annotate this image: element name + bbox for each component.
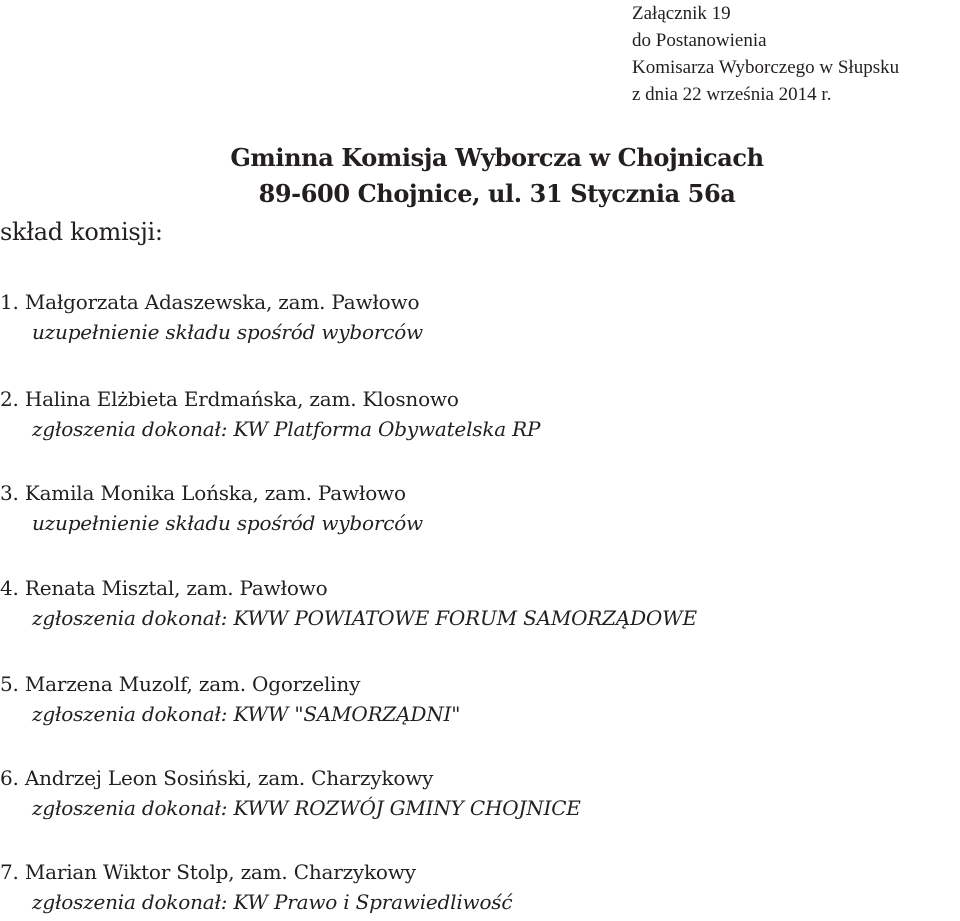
member-entry: 6. Andrzej Leon Sosiński, zam. Charzykowy xyxy=(0,766,434,790)
member-nomination: zgłoszenia dokonał: KW Platforma Obywatelska RP xyxy=(32,417,541,441)
member-entry: 7. Marian Wiktor Stolp, zam. Charzykowy xyxy=(0,860,416,884)
member-nomination: zgłoszenia dokonał: KW Prawo i Sprawiedliwość xyxy=(32,890,513,914)
member-item xyxy=(0,669,460,729)
member-nomination: uzupełnienie składu spośród wyborców xyxy=(32,320,423,344)
annex-date: z dnia 22 września 2014 r. xyxy=(632,84,832,105)
member-item xyxy=(0,478,423,538)
annex-header xyxy=(632,0,899,108)
commission-name: Gminna Komisja Wyborcza w Chojnicach xyxy=(230,143,764,172)
member-entry: 1. Małgorzata Adaszewska, zam. Pawłowo xyxy=(0,290,420,314)
member-nomination: zgłoszenia dokonał: KWW POWIATOWE FORUM SAMORZĄDOWE xyxy=(32,606,697,630)
member-nomination: zgłoszenia dokonał: KWW "SAMORZĄDNI" xyxy=(32,702,461,726)
member-entry: 5. Marzena Muzolf, zam. Ogorzeliny xyxy=(0,672,361,696)
member-item xyxy=(0,857,512,917)
section-label: skład komisji: xyxy=(0,218,163,246)
annex-resolution: do Postanowienia xyxy=(632,30,767,51)
commission-address: 89-600 Chojnice, ul. 31 Stycznia 56a xyxy=(258,179,736,208)
member-nomination: uzupełnienie składu spośród wyborców xyxy=(32,511,423,535)
member-item xyxy=(0,287,423,347)
member-entry: 3. Kamila Monika Lońska, zam. Pawłowo xyxy=(0,481,406,505)
member-entry: 2. Halina Elżbieta Erdmańska, zam. Klosnowo xyxy=(0,387,459,411)
member-nomination: zgłoszenia dokonał: KWW ROZWÓJ GMINY CHOJNICE xyxy=(32,796,581,820)
member-item xyxy=(0,384,540,444)
annex-number: Załącznik 19 xyxy=(632,3,731,24)
member-entry: 4. Renata Misztal, zam. Pawłowo xyxy=(0,576,328,600)
annex-commissioner: Komisarza Wyborczego w Słupsku xyxy=(632,57,900,78)
member-item xyxy=(0,573,697,633)
member-item xyxy=(0,763,581,823)
